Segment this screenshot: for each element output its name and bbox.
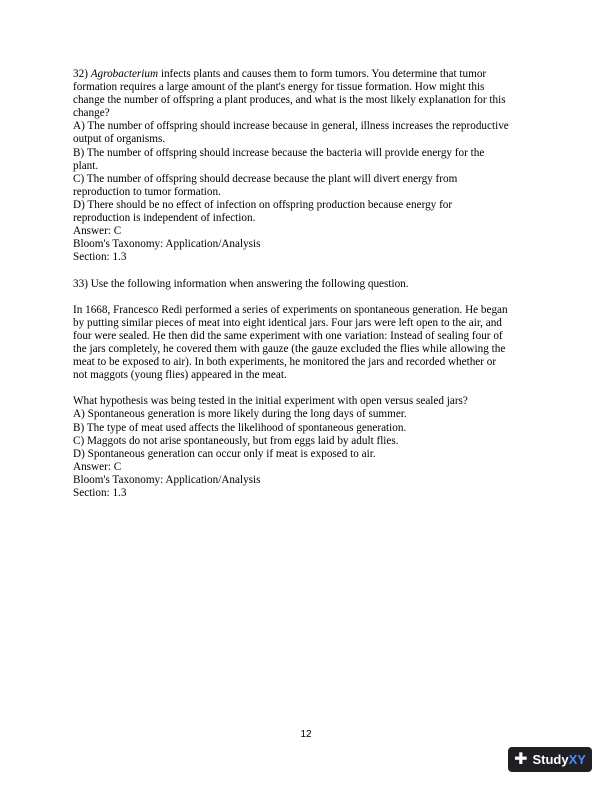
q32-italic-term: Agrobacterium	[90, 68, 159, 80]
q33-passage-line: meat to be exposed to air). In both experiments, he monitored the jars and recorded whether or	[73, 356, 497, 369]
q33-passage-line: by putting similar pieces of meat into eight identical jars. Four jars were left open to the air, and	[73, 316, 502, 329]
q32-option-line: reproduction is independent of infection.	[73, 212, 256, 225]
q33-passage-line: four were sealed. He then did the same experiment with one variation: Instead of sealing four of	[73, 329, 503, 342]
q32-option-line: C) The number of offspring should decrease because the plant will divert energy from	[73, 172, 458, 185]
brand-accent: XY	[568, 752, 586, 767]
brand-text	[532, 752, 585, 767]
q33-section: Section: 1.3	[73, 487, 127, 499]
q33-passage-line: not maggots (young flies) appeared in the meat.	[73, 369, 287, 382]
q32-section: Section: 1.3	[73, 251, 127, 264]
spacer	[73, 264, 545, 277]
q32-first-line-rest: infects plants and causes them to form tumors. You determine that tumor	[158, 68, 487, 80]
plus-icon: ✚	[514, 750, 528, 768]
q32-answer: Answer: C	[73, 225, 122, 238]
q33-blooms-taxonomy: Bloom's Taxonomy: Application/Analysis	[73, 473, 261, 486]
q33-intro: 33) Use the following information when answering the following question.	[73, 277, 409, 290]
q32-stem-line: change?	[73, 107, 110, 120]
q33-question: What hypothesis was being tested in the initial experiment with open versus sealed jars?	[73, 395, 468, 408]
q32-option-line: D) There should be no effect of infection on offspring production because energy for	[73, 198, 453, 211]
q32-option-line: output of organisms.	[73, 133, 166, 146]
document-body	[73, 68, 545, 500]
q32-number: 32)	[73, 68, 91, 80]
spacer	[73, 382, 545, 395]
brand-main: Study	[532, 752, 569, 767]
q33-option-line: B) The type of meat used affects the likelihood of spontaneous generation.	[73, 421, 407, 434]
q32-option-line: reproduction to tumor formation.	[73, 185, 221, 198]
q33-option-line: C) Maggots do not arise spontaneously, but from eggs laid by adult flies.	[73, 434, 399, 447]
question-33	[73, 278, 545, 501]
q32-option-line: A) The number of offspring should increase because in general, illness increases the reproductive	[73, 120, 509, 133]
question-32	[73, 68, 545, 264]
page-number: 12	[300, 729, 312, 740]
q32-stem-line: formation requires a large amount of the plant's energy for tissue formation. How might this	[73, 81, 485, 94]
q32-first-line	[73, 68, 545, 81]
q33-answer: Answer: C	[73, 460, 122, 473]
q32-option-line: B) The number of offspring should increase because the bacteria will provide energy for the	[73, 146, 485, 159]
q33-passage-line: the jars completely, he covered them with gauze (the gauze excluded the flies while allowing the	[73, 342, 506, 355]
q32-blooms-taxonomy: Bloom's Taxonomy: Application/Analysis	[73, 238, 261, 251]
q32-option-line: plant.	[73, 159, 99, 172]
q33-option-line: A) Spontaneous generation is more likely during the long days of summer.	[73, 408, 407, 421]
studyxy-badge[interactable]	[508, 747, 592, 772]
spacer	[73, 291, 545, 304]
q33-option-line: D) Spontaneous generation can occur only if meat is exposed to air.	[73, 447, 376, 460]
q33-passage-line: In 1668, Francesco Redi performed a series of experiments on spontaneous generation. He began	[73, 303, 508, 316]
q32-stem-line: change the number of offspring a plant produces, and what is the most likely explanation for this	[73, 94, 506, 107]
